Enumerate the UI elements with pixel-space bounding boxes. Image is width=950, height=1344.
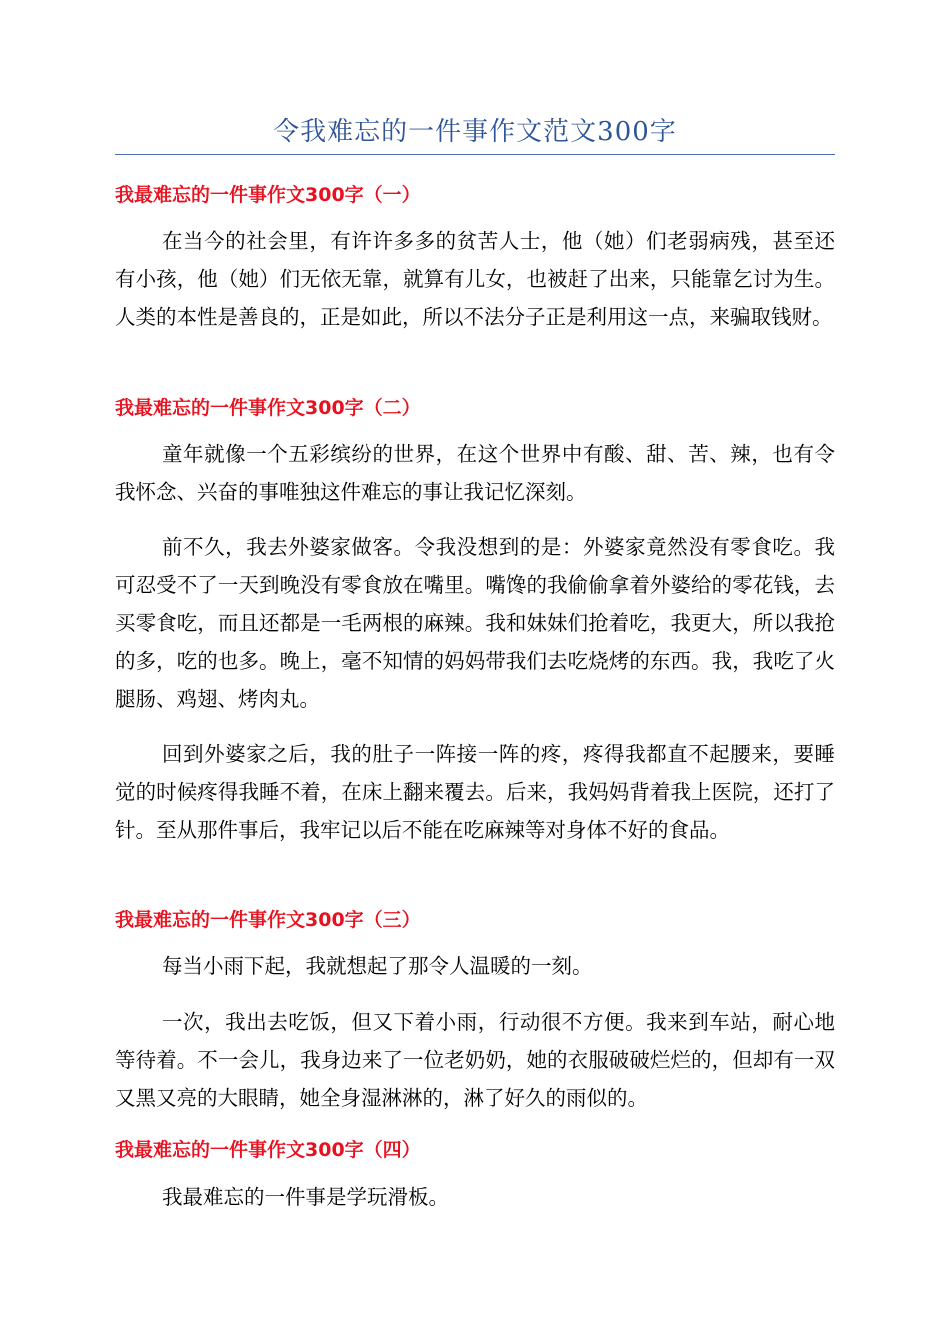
- paragraph: 前不久，我去外婆家做客。令我没想到的是：外婆家竟然没有零食吃。我可忍受不了一天到晚没有零食放在嘴里。嘴馋的我偷偷拿着外婆给的零花钱，去买零食吃，而且还都是一毛两根的麻辣。我和妹妹们抢着吃，我更大，所以我抢的多，吃的也多。晚上，毫不知情的妈妈带我们去吃烧烤的东西。我，我吃了火腿肠、鸡翅、烤肉丸。: [115, 535, 835, 711]
- section-heading-2: 我最难忘的一件事作文300字（二）: [115, 397, 421, 419]
- section-heading-1: 我最难忘的一件事作文300字（一）: [115, 184, 421, 206]
- paragraph: 童年就像一个五彩缤纷的世界，在这个世界中有酸、甜、苦、辣，也有令我怀念、兴奋的事唯独这件难忘的事让我记忆深刻。: [115, 442, 835, 504]
- paragraph: 我最难忘的一件事是学玩滑板。: [162, 1185, 449, 1209]
- paragraph: 在当今的社会里，有许许多多的贫苦人士，他（她）们老弱病残，甚至还有小孩，他（她）们无依无靠，就算有儿女，也被赶了出来，只能靠乞讨为生。人类的本性是善良的，正是如此，所以不法分子正是利用这一点，来骗取钱财。: [115, 229, 835, 329]
- paragraph: 每当小雨下起，我就想起了那令人温暖的一刻。: [162, 954, 593, 978]
- paragraph: 回到外婆家之后，我的肚子一阵接一阵的疼，疼得我都直不起腰来，要睡觉的时候疼得我睡不着，在床上翻来覆去。后来，我妈妈背着我上医院，还打了针。至从那件事后，我牢记以后不能在吃麻辣等对身体不好的食品。: [115, 742, 835, 842]
- paragraph: 一次，我出去吃饭，但又下着小雨，行动很不方便。我来到车站，耐心地等待着。不一会儿，我身边来了一位老奶奶，她的衣服破破烂烂的，但却有一双又黑又亮的大眼睛，她全身湿淋淋的，淋了好久的雨似的。: [115, 1010, 835, 1110]
- section-heading-4: 我最难忘的一件事作文300字（四）: [115, 1139, 421, 1161]
- section-heading-3: 我最难忘的一件事作文300字（三）: [115, 909, 421, 931]
- title-underline: [115, 154, 835, 155]
- page-title: 令我难忘的一件事作文范文300字: [273, 117, 677, 147]
